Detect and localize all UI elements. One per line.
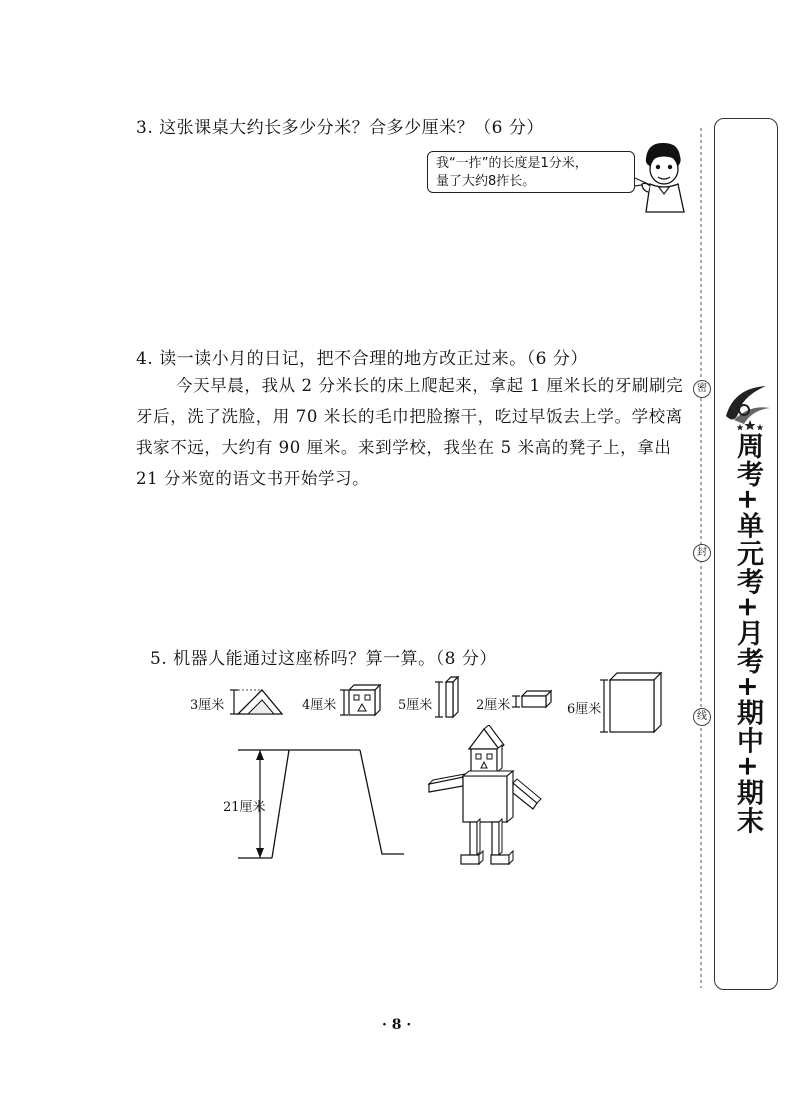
page-number: · 8 · (382, 1017, 412, 1033)
seal-mark-bottom: 线 (693, 708, 711, 726)
bubble-line-1: 我“一拃”的长度是1分米， (436, 156, 588, 171)
label-foot: 2厘米 (476, 698, 511, 713)
bridge-diagram (236, 744, 412, 862)
label-bridge-height: 21厘米 (223, 800, 266, 815)
diary-line-3: 我家不远，大约有 90 厘米。来到学校，我坐在 5 米高的凳子上，拿出 (136, 438, 672, 457)
label-head: 4厘米 (302, 698, 337, 713)
body-part (599, 668, 663, 736)
speech-bubble (427, 151, 635, 193)
diary-line-2: 牙后，洗了洗脸，用 70 米长的毛巾把脸擦干，吃过早饭去上学。学校离 (136, 407, 683, 426)
question-5-title: 5. 机器人能通过这座桥吗？算一算。（8 分） (150, 649, 497, 669)
boy-illustration (620, 140, 690, 215)
robot-diagram (425, 725, 555, 870)
seal-mark-middle: 封 (693, 544, 711, 562)
leg-part (435, 676, 465, 720)
question-3-title: 3. 这张课桌大约长多少分米？合多少厘米？（6 分） (136, 118, 544, 138)
triangle-part (228, 688, 288, 716)
diary-line-1: 今天早晨，我从 2 分米长的床上爬起来，拿起 1 厘米长的牙刷刷完 (176, 376, 684, 395)
swoosh-star-logo (720, 380, 774, 432)
head-part (339, 684, 383, 718)
sidebar-title: 周考+单元考+月考+期中+期末 (732, 432, 763, 835)
bubble-line-2: 量了大约8拃长。 (436, 174, 536, 189)
seal-mark-top: 密 (693, 380, 711, 398)
question-4-title: 4. 读一读小月的日记，把不合理的地方改正过来。（6 分） (136, 349, 588, 369)
foot-part (512, 688, 554, 710)
diary-line-4: 21 分米宽的语文书开始学习。 (136, 469, 370, 488)
label-leg: 5厘米 (398, 698, 433, 713)
label-triangle: 3厘米 (190, 698, 225, 713)
label-body: 6厘米 (567, 702, 602, 717)
